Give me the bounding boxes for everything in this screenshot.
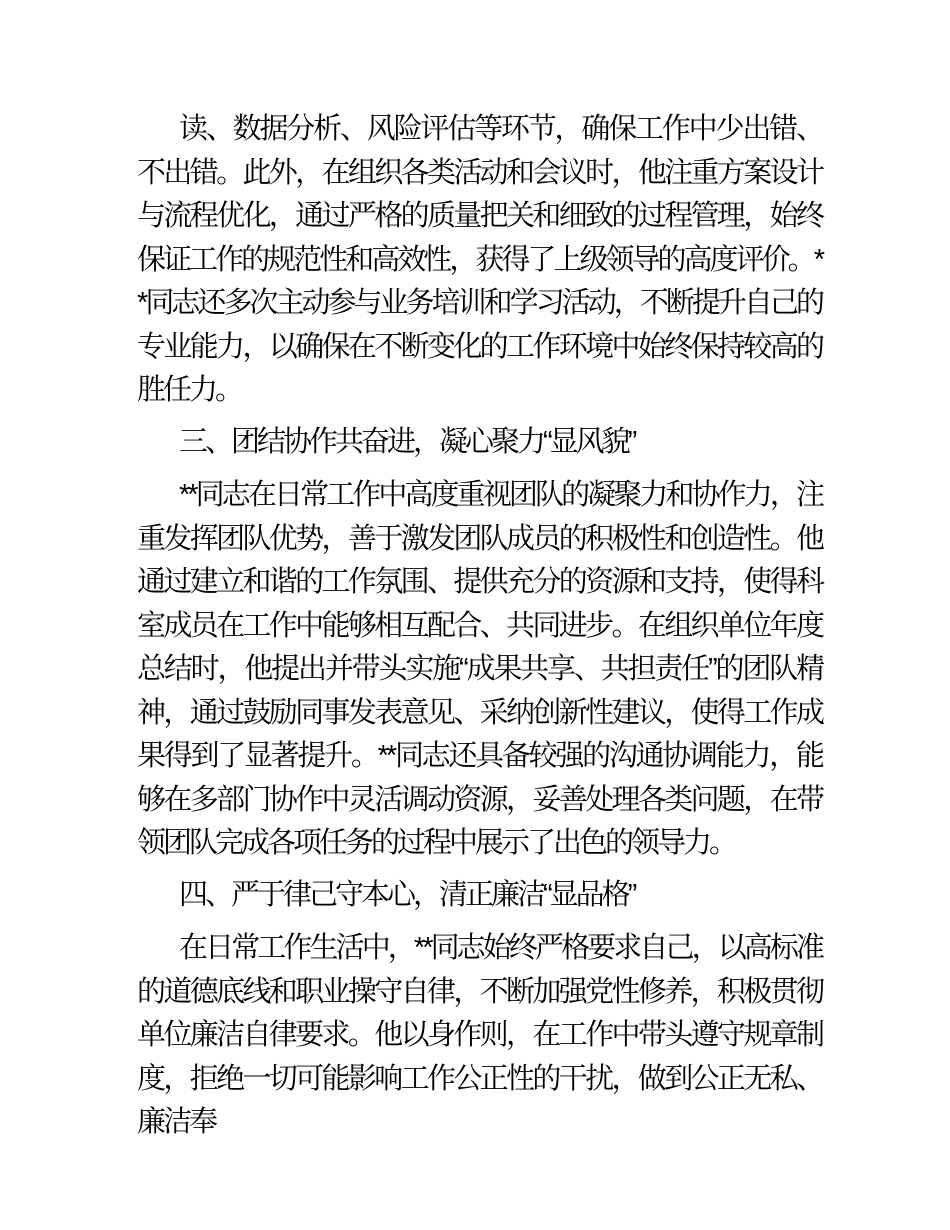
body-paragraph-integrity: 在日常工作生活中，**同志始终严格要求自己，以高标准的道德底线和职业操守自律，不断加强党性修养，积极贯彻单位廉洁自律要求。他以身作则，在工作中带头遵守规章制度，拒绝一切可能影响工作公正性的干扰，做到公正无私、廉洁奉 xyxy=(137,932,822,1138)
body-paragraph-continuation: 读、数据分析、风险评估等环节，确保工作中少出错、不出错。此外，在组织各类活动和会议时，他注重方案设计与流程优化，通过严格的质量把关和细致的过程管理，始终保证工作的规范性和高效性，获得了上级领导的高度评价。**同志还多次主动参与业务培训和学习活动，不断提升自己的专业能力，以确保在不断变化的工作环境中始终保持较高的胜任力。 xyxy=(137,113,822,406)
body-paragraph-teamwork: **同志在日常工作中高度重视团队的凝聚力和协作力，注重发挥团队优势，善于激发团队成员的积极性和创造性。他通过建立和谐的工作氛围、提供充分的资源和支持，使得科室成员在工作中能够相互配合、共同进步。在组织单位年度总结时，他提出并带头实施“成果共享、共担责任”的团队精神，通过鼓励同事发表意见、采纳创新性建议，使得工作成果得到了显著提升。**同志还具备较强的沟通协调能力，能够在多部门协作中灵活调动资源，妥善处理各类问题，在带领团队完成各项任务的过程中展示了出色的领导力。 xyxy=(137,479,822,859)
document-text-area xyxy=(137,108,822,1145)
section-heading-three: 三、团结协作共奋进，凝心聚力“显风貌” xyxy=(179,425,635,458)
section-heading-four: 四、严于律己守本心，清正廉洁“显品格” xyxy=(179,878,635,911)
